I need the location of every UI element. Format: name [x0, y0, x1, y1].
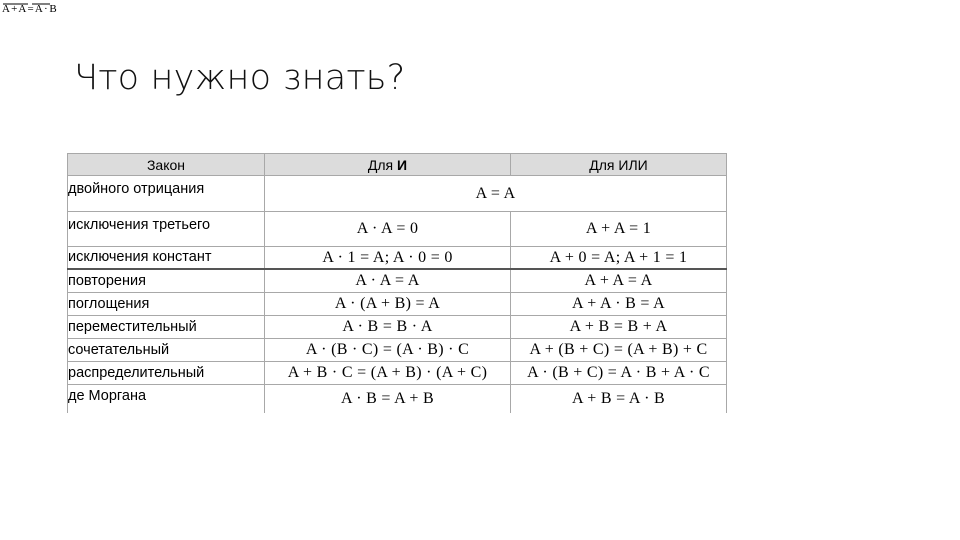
- page-title: Что нужно знать?: [74, 58, 406, 98]
- law-name: поглощения: [68, 293, 265, 316]
- law-formula-and: A · (B · C) = (A · B) · C: [265, 339, 511, 362]
- law-name: повторения: [68, 269, 265, 293]
- law-name: распределительный: [68, 362, 265, 385]
- law-formula-and: A · A = 0: [265, 212, 511, 247]
- law-name: исключения констант: [68, 247, 265, 270]
- law-formula-and: A · B = B · A: [265, 316, 511, 339]
- logic-laws-table: [67, 153, 727, 413]
- table-row: [68, 247, 727, 270]
- law-name: двойного отрицания: [68, 176, 265, 212]
- law-formula-and: A · (A + B) = A: [265, 293, 511, 316]
- law-formula-or: A + A · B = A: [511, 293, 727, 316]
- header-and-prefix: Для: [367, 156, 398, 173]
- law-formula-or: A + B = A · B: [511, 385, 727, 414]
- header-or: Для ИЛИ: [511, 154, 727, 176]
- table-row: [68, 339, 727, 362]
- law-formula-merged: A = A: [265, 176, 727, 212]
- table-row: [68, 212, 727, 247]
- table-row: [68, 362, 727, 385]
- law-name: исключения третьего: [68, 212, 265, 247]
- corner-formula-text: A + A = A · B: [2, 3, 57, 15]
- header-and: [265, 154, 511, 176]
- law-formula-and: A · 1 = A; A · 0 = 0: [265, 247, 511, 270]
- header-and-bold: И: [397, 156, 408, 173]
- law-formula-or: A + A = A: [511, 269, 727, 293]
- law-name: сочетательный: [68, 339, 265, 362]
- header-law: Закон: [68, 154, 265, 176]
- table-row: [68, 269, 727, 293]
- corner-overline-mark: [2, 2, 64, 6]
- law-formula-and: A · A = A: [265, 269, 511, 293]
- law-formula-or: A + 0 = A; A + 1 = 1: [511, 247, 727, 270]
- law-name: переместительный: [68, 316, 265, 339]
- table-row: [68, 293, 727, 316]
- table-header-row: [68, 154, 727, 176]
- law-formula-and: A · B = A + B: [265, 385, 511, 414]
- law-formula-or: A + A = 1: [511, 212, 727, 247]
- table-row: [68, 316, 727, 339]
- law-formula-or: A · (B + C) = A · B + A · C: [511, 362, 727, 385]
- corner-formula: [2, 3, 56, 15]
- law-formula-or: A + B = B + A: [511, 316, 727, 339]
- table-row: [68, 385, 727, 414]
- law-formula-and: A + B · C = (A + B) · (A + C): [265, 362, 511, 385]
- law-formula-or: A + (B + C) = (A + B) + C: [511, 339, 727, 362]
- table-row: [68, 176, 727, 212]
- law-name: де Моргана: [68, 385, 265, 414]
